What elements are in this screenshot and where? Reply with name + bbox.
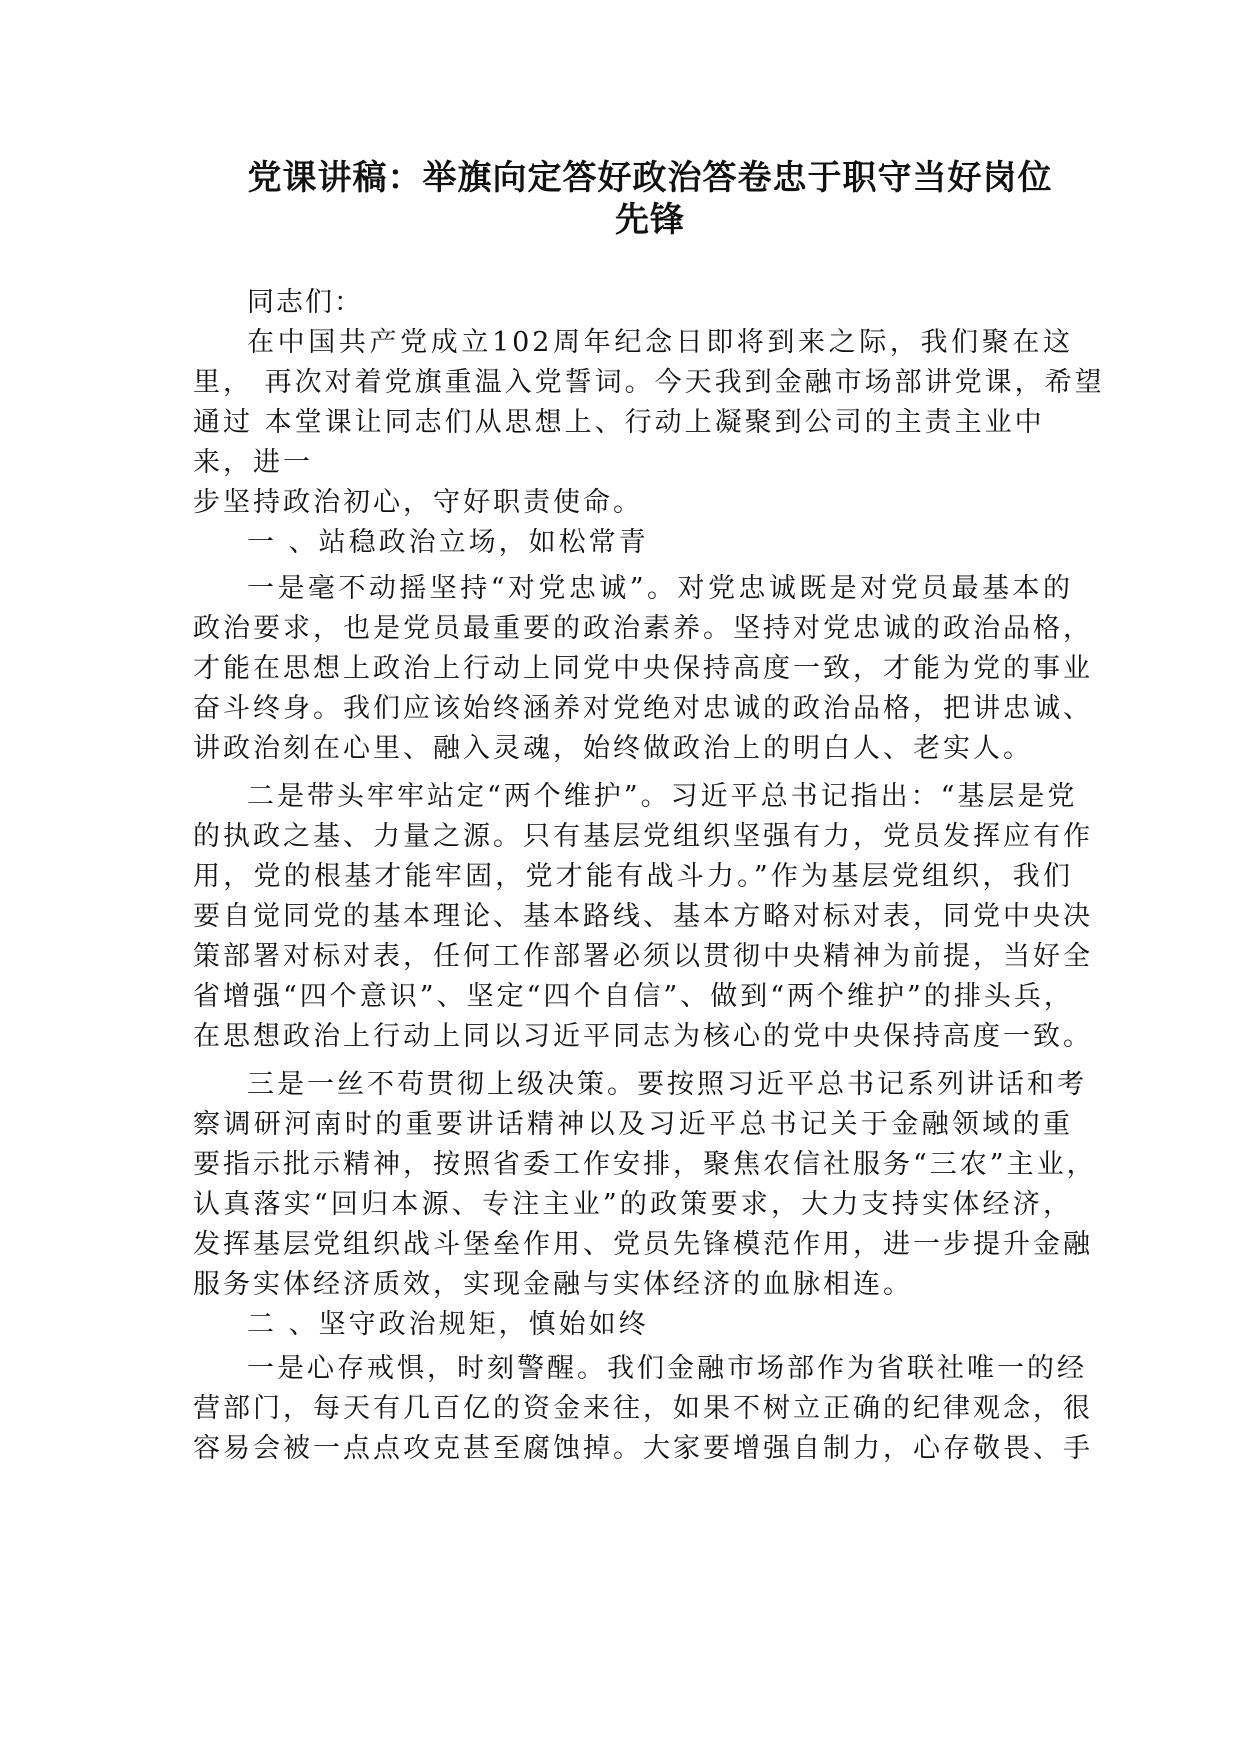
paragraph-line: 才能在思想上政治上行动上同党中央保持高度一致，才能为党的事业 bbox=[193, 653, 1093, 684]
paragraph-line: 一是心存戒惧，时刻警醒。我们金融市场部作为省联社唯一的经 bbox=[247, 1353, 1087, 1384]
document-title-line-1: 党课讲稿：举旗向定答好政治答卷忠于职守当好岗位 bbox=[247, 158, 1053, 198]
paragraph-line: 来，进一 bbox=[193, 447, 313, 478]
document-title-line-2: 先锋 bbox=[615, 200, 685, 240]
paragraph-line: 在中国共产党成立102周年纪念日即将到来之际，我们聚在这 bbox=[247, 327, 1073, 358]
paragraph-line: 的执政之基、力量之源。只有基层党组织坚强有力，党员发挥应有作 bbox=[193, 821, 1093, 852]
paragraph-line: 一是毫不动摇坚持“对党忠诚”。对党忠诚既是对党员最基本的 bbox=[247, 573, 1073, 604]
salutation: 同志们： bbox=[247, 287, 363, 318]
paragraph-line: 奋斗终身。我们应该始终涵养对党绝对忠诚的政治品格，把讲忠诚、 bbox=[193, 693, 1093, 724]
paragraph-line: 讲政治刻在心里、融入灵魂，始终做政治上的明白人、老实人。 bbox=[193, 733, 1033, 764]
section-heading-2: 二 、坚守政治规矩，慎始如终 bbox=[247, 1309, 649, 1340]
paragraph-line: 二是带头牢牢站定“两个维护”。习近平总书记指出：“基层是党 bbox=[247, 781, 1078, 812]
paragraph-line: 三是一丝不苟贯彻上级决策。要按照习近平总书记系列讲话和考 bbox=[247, 1069, 1087, 1100]
paragraph-line: 发挥基层党组织战斗堡垒作用、党员先锋模范作用，进一步提升金融 bbox=[193, 1229, 1093, 1260]
paragraph-line: 用，党的根基才能牢固，党才能有战斗力。”作为基层党组织，我们 bbox=[193, 861, 1073, 892]
paragraph-line: 在思想政治上行动上同以习近平同志为核心的党中央保持高度一致。 bbox=[193, 1021, 1093, 1052]
paragraph-line: 策部署对标对表，任何工作部署必须以贯彻中央精神为前提，当好全 bbox=[193, 941, 1093, 972]
paragraph-line: 省增强“四个意识”、坚定“四个自信”、做到“两个维护”的排头兵， bbox=[193, 981, 1074, 1012]
paragraph-line: 要指示批示精神，按照省委工作安排，聚焦农信社服务“三农”主业， bbox=[193, 1149, 1097, 1180]
paragraph-line: 察调研河南时的重要讲话精神以及习近平总书记关于金融领域的重 bbox=[193, 1109, 1073, 1140]
paragraph-line: 政治要求，也是党员最重要的政治素养。坚持对党忠诚的政治品格， bbox=[193, 613, 1093, 644]
paragraph-line: 营部门，每天有几百亿的资金来往，如果不树立正确的纪律观念，很 bbox=[193, 1393, 1093, 1424]
paragraph-line: 通过 本堂课让同志们从思想上、行动上凝聚到公司的主责主业中 bbox=[193, 407, 1045, 438]
paragraph-line: 容易会被一点点攻克甚至腐蚀掉。大家要增强自制力，心存敬畏、手 bbox=[193, 1433, 1093, 1464]
paragraph-line: 要自觉同党的基本理论、基本路线、基本方略对标对表，同党中央决 bbox=[193, 901, 1093, 932]
paragraph-line: 服务实体经济质效，实现金融与实体经济的血脉相连。 bbox=[193, 1269, 913, 1300]
paragraph-line: 步坚持政治初心，守好职责使命。 bbox=[193, 487, 643, 518]
paragraph-line: 里， 再次对着党旗重温入党誓词。今天我到金融市场部讲党课，希望 bbox=[193, 367, 1105, 398]
paragraph-line: 认真落实“回归本源、专注主业”的政策要求，大力支持实体经济， bbox=[193, 1189, 1073, 1220]
section-heading-1: 一 、站稳政治立场，如松常青 bbox=[247, 527, 649, 558]
